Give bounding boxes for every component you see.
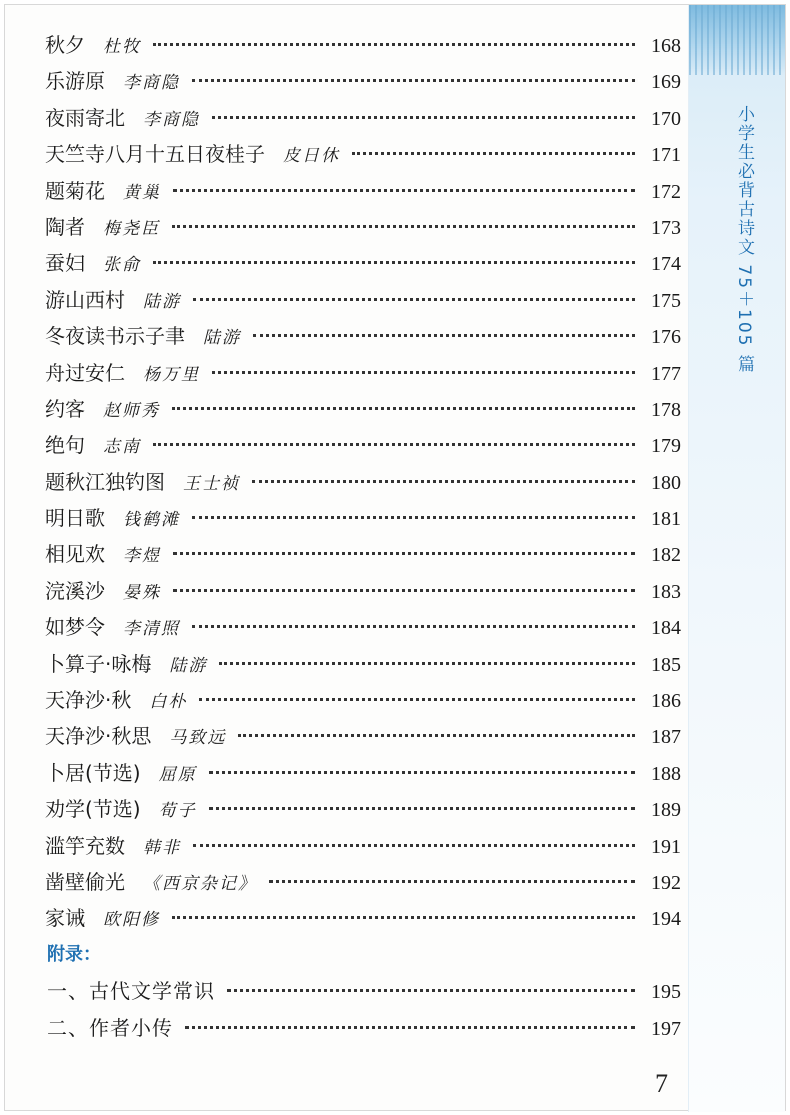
dot-leader	[172, 407, 635, 410]
entry-title: 天竺寺八月十五日夜桂子	[45, 142, 265, 167]
entry-page-number: 195	[651, 981, 681, 1004]
entry-author: 皮日休	[283, 146, 340, 167]
book-page	[4, 4, 786, 1111]
toc-entry	[45, 100, 681, 136]
entry-title: 乐游原	[45, 69, 105, 94]
entry-page-number: 174	[651, 253, 681, 276]
toc-entry	[45, 245, 681, 281]
entry-page-number: 182	[651, 544, 681, 567]
entry-author: 李清照	[123, 619, 180, 640]
dot-leader	[172, 225, 635, 228]
dot-leader	[209, 807, 635, 810]
entry-page-number: 175	[651, 289, 681, 312]
entry-page-number: 172	[651, 180, 681, 203]
appendix-heading: 附录：	[47, 943, 101, 965]
entry-title: 一、古代文学常识	[47, 979, 215, 1004]
entry-page-number: 189	[651, 799, 681, 822]
entry-title: 卜算子·咏梅	[45, 651, 152, 676]
entry-page-number: 187	[651, 726, 681, 749]
toc-entry	[45, 427, 681, 463]
entry-page-number: 170	[651, 107, 681, 130]
entry-author: 李商隐	[143, 109, 200, 130]
entry-page-number: 183	[651, 580, 681, 603]
toc-entry	[45, 173, 681, 209]
watercolor-splash	[689, 5, 785, 75]
entry-page-number: 168	[651, 35, 681, 57]
entry-title: 浣溪沙	[45, 578, 105, 603]
entry-page-number: 185	[651, 653, 681, 676]
entry-author: 晏殊	[123, 582, 161, 603]
entry-author: 白朴	[149, 692, 188, 713]
entry-author: 陆游	[143, 291, 181, 312]
entry-title: 题秋江独钓图	[45, 469, 165, 494]
entry-author: 《西京杂记》	[143, 873, 257, 894]
entry-title: 陶者	[45, 214, 85, 239]
entry-page-number: 178	[651, 398, 681, 421]
dot-leader	[193, 844, 635, 847]
entry-title: 二、作者小传	[47, 1015, 173, 1040]
toc-entry	[45, 1010, 681, 1046]
toc-entry	[45, 864, 681, 900]
entry-author: 陆游	[169, 655, 208, 676]
page-number: 7	[655, 1069, 668, 1098]
dot-leader	[173, 589, 635, 592]
entry-page-number: 180	[651, 471, 681, 494]
entry-page-number: 176	[651, 326, 681, 349]
dot-leader	[352, 152, 635, 155]
entry-title: 家诫	[45, 906, 85, 931]
toc-entry	[45, 646, 681, 682]
entry-title: 相见欢	[45, 542, 105, 567]
entry-title: 蚕妇	[45, 251, 85, 276]
entry-author: 梅尧臣	[103, 218, 160, 239]
toc-entry	[45, 355, 681, 391]
entry-title: 冬夜读书示子聿	[45, 324, 185, 349]
entry-page-number: 177	[651, 362, 681, 385]
dot-leader	[193, 298, 635, 301]
entry-page-number: 173	[651, 216, 681, 239]
entry-title: 劝学(节选)	[45, 797, 141, 822]
toc-entry	[45, 27, 681, 63]
dot-leader	[173, 189, 635, 192]
entry-title: 天净沙·秋思	[45, 724, 152, 749]
entry-page-number: 169	[651, 71, 681, 94]
dot-leader	[192, 79, 635, 82]
dot-leader	[185, 1026, 635, 1029]
dot-leader	[199, 698, 635, 701]
dot-leader	[173, 552, 635, 555]
entry-title: 题菊花	[45, 178, 105, 203]
entry-title: 约客	[45, 396, 85, 421]
entry-page-number: 191	[651, 835, 681, 858]
dot-leader	[172, 916, 635, 919]
dot-leader	[227, 989, 635, 992]
toc-entry	[45, 609, 681, 645]
toc-entry	[45, 755, 681, 791]
toc-entry	[45, 282, 681, 318]
toc-entry	[45, 136, 681, 172]
toc-entry	[45, 973, 681, 1009]
entry-page-number: 184	[651, 617, 681, 640]
entry-author: 欧阳修	[103, 910, 160, 931]
entry-author: 陆游	[203, 328, 241, 349]
entry-title: 滥竽充数	[45, 833, 125, 858]
dot-leader	[212, 116, 635, 119]
entry-author: 志南	[103, 437, 141, 458]
entry-page-number: 192	[651, 871, 681, 894]
entry-page-number: 186	[651, 690, 681, 713]
dot-leader	[153, 43, 635, 46]
entry-author: 杜牧	[103, 37, 141, 57]
dot-leader	[252, 480, 635, 483]
toc-entry	[45, 682, 681, 718]
entry-author: 马致远	[169, 728, 227, 749]
entry-author: 黄巢	[123, 182, 161, 203]
dot-leader	[212, 371, 635, 374]
entry-author: 荀子	[158, 801, 197, 822]
dot-leader	[209, 771, 635, 774]
toc-entry	[45, 500, 681, 536]
entry-page-number: 179	[651, 435, 681, 458]
table-of-contents	[45, 27, 681, 1046]
dot-leader	[153, 443, 635, 446]
toc-entry	[45, 573, 681, 609]
toc-entry	[45, 391, 681, 427]
entry-title: 舟过安仁	[45, 360, 125, 385]
entry-page-number: 171	[651, 144, 681, 167]
toc-entry	[45, 63, 681, 99]
entry-author: 王士祯	[183, 473, 240, 494]
entry-title: 明日歌	[45, 506, 105, 531]
dot-leader	[238, 734, 635, 737]
running-title: 小学生必背古诗文 75＋105 篇	[734, 105, 754, 374]
dot-leader	[192, 516, 635, 519]
dot-leader	[153, 261, 635, 264]
toc-entry	[45, 318, 681, 354]
entry-page-number: 188	[651, 762, 681, 785]
toc-entry	[45, 464, 681, 500]
toc-entry	[45, 900, 681, 936]
entry-page-number: 197	[651, 1017, 681, 1040]
dot-leader	[192, 625, 635, 628]
entry-author: 张俞	[103, 255, 141, 276]
entry-page-number: 181	[651, 508, 681, 531]
entry-author: 杨万里	[143, 364, 200, 385]
entry-title: 卜居(节选)	[45, 760, 141, 785]
toc-entry	[45, 209, 681, 245]
entry-author: 李商隐	[123, 73, 180, 94]
dot-leader	[219, 662, 635, 665]
entry-author: 赵师秀	[103, 400, 160, 421]
entry-author: 屈原	[158, 764, 197, 785]
toc-entry	[45, 536, 681, 572]
entry-title: 秋夕	[45, 33, 85, 57]
entry-title: 天净沙·秋	[45, 688, 132, 713]
entry-title: 夜雨寄北	[45, 105, 125, 130]
entry-author: 李煜	[123, 546, 161, 567]
dot-leader	[253, 334, 635, 337]
side-band	[688, 5, 785, 1112]
entry-title: 如梦令	[45, 615, 105, 640]
entry-title: 凿壁偷光	[45, 869, 125, 894]
toc-entry	[45, 828, 681, 864]
entry-title: 游山西村	[45, 287, 125, 312]
entry-page-number: 194	[651, 908, 681, 931]
entry-author: 钱鹤滩	[123, 510, 180, 531]
toc-entry	[45, 791, 681, 827]
dot-leader	[269, 880, 635, 883]
entry-author: 韩非	[143, 837, 181, 858]
entry-title: 绝句	[45, 433, 85, 458]
toc-entry	[45, 718, 681, 754]
